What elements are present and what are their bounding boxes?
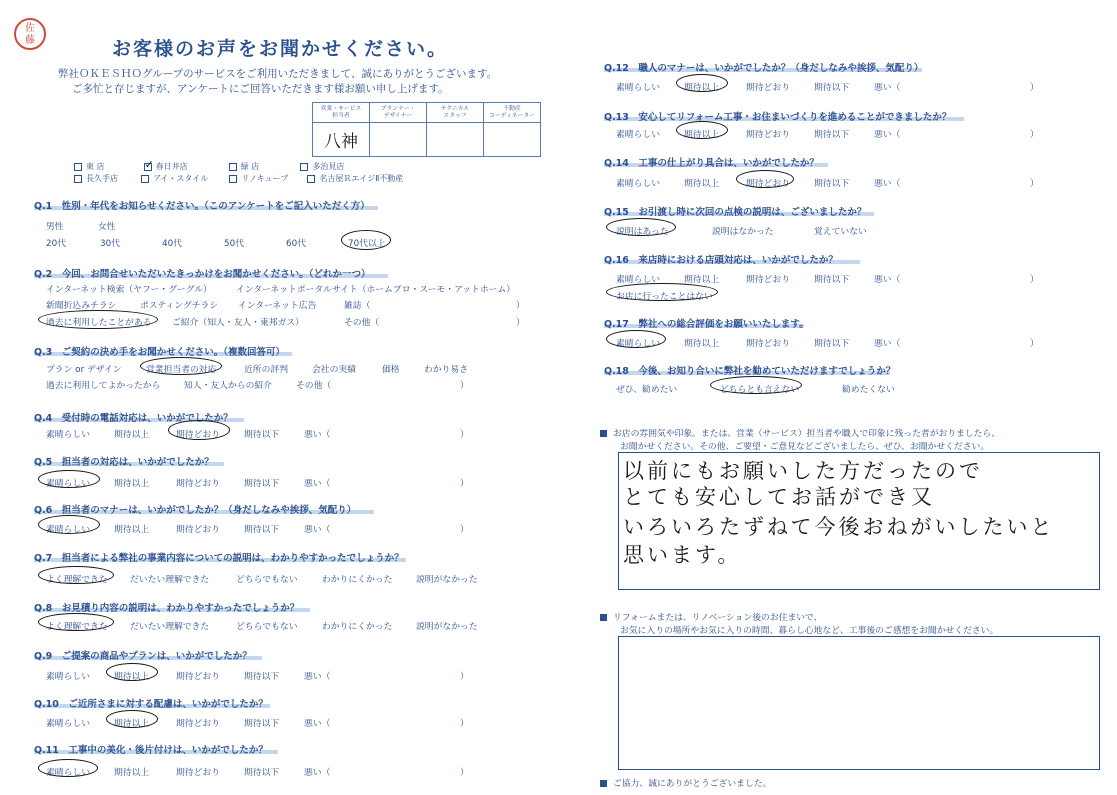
option-close: ）	[1030, 179, 1039, 189]
option[interactable]: プラン or デザイン	[46, 365, 122, 375]
question-9: Q.9 ご提案の商品やプランは、いかがでしたか？	[34, 651, 252, 662]
option[interactable]: わかりにくかった	[322, 575, 393, 585]
option[interactable]: 悪い（	[304, 719, 331, 729]
option[interactable]: ぜひ、勧めたい	[616, 385, 678, 395]
option-selected[interactable]: 素晴らしい	[616, 339, 660, 349]
staff-value-sales[interactable]: 八神	[313, 123, 370, 157]
option[interactable]: 素晴らしい	[46, 430, 90, 440]
bullet-square-icon	[600, 430, 607, 437]
question-8: Q.8 お見積り内容の説明は、わかりやすかったでしょうか？	[34, 603, 300, 614]
option[interactable]: 60代	[286, 239, 306, 249]
comment-box-1[interactable]	[618, 452, 1100, 590]
question-1: Q.1 性別・年代をお知らせください。（このアンケートをご記入いただく方）	[34, 201, 370, 212]
store-label: リノキューブ	[241, 174, 289, 183]
option-selected[interactable]: 営業担当者の対応	[146, 365, 217, 375]
option[interactable]: 期待以下	[244, 430, 280, 440]
option[interactable]: 期待以上	[114, 430, 150, 440]
option[interactable]: 過去に利用してよかったから	[46, 381, 161, 391]
option[interactable]: 期待どおり	[746, 339, 790, 349]
option[interactable]: だいたい理解できた	[130, 622, 210, 632]
staff-header-technical: テクニカル スタッフ	[427, 103, 484, 123]
option-close: ）	[1030, 339, 1039, 349]
option[interactable]: 期待以下	[244, 479, 280, 489]
option[interactable]: 期待どおり	[176, 672, 220, 682]
store-checkbox-renocube[interactable]	[229, 175, 237, 183]
question-4: Q.4 受付時の電話対応は、いかがでしたか？	[34, 413, 233, 424]
option-selected[interactable]: 説明はあった	[616, 227, 669, 237]
option-selected[interactable]: 期待以上	[114, 719, 150, 729]
option[interactable]: 50代	[224, 239, 244, 249]
option[interactable]: インターネット検索（ヤフー・グーグル）	[46, 285, 212, 295]
option[interactable]: 悪い（	[304, 479, 331, 489]
option[interactable]: 素晴らしい	[616, 179, 660, 189]
option[interactable]: 期待以上	[684, 339, 720, 349]
store-checkbox-tajimi[interactable]	[300, 163, 308, 171]
option[interactable]: 悪い（	[874, 130, 901, 140]
handwritten-line-1: 以前にもお願いした方だったので	[623, 459, 983, 483]
option-close: ）	[1030, 130, 1039, 140]
option-close: ）	[1030, 275, 1039, 285]
option[interactable]: 素晴らしい	[46, 719, 90, 729]
option-selected[interactable]: 素晴らしい	[46, 768, 90, 778]
question-17: Q.17 弊社への総合評価をお願いいたします。	[604, 319, 809, 330]
option-close: ）	[460, 525, 469, 535]
selection-circle	[606, 283, 718, 301]
selection-circle	[38, 759, 98, 777]
option[interactable]: 知人・友人からの紹介	[184, 381, 272, 391]
question-14: Q.14 工事の仕上がり具合は、いかがでしたか？	[604, 158, 819, 169]
comment-label-1b: お聞かせください。その他、ご要望・ご意見などございましたら、ぜひ、お聞かせください。	[620, 442, 990, 452]
option[interactable]: 期待以下	[244, 768, 280, 778]
option[interactable]: 新聞折込みチラシ	[46, 301, 117, 311]
selection-circle	[106, 663, 158, 681]
option-close: ）	[460, 719, 469, 729]
option-close: ）	[460, 479, 469, 489]
intro-line-2: ご多忙と存じますが、アンケートにご回答いただきます様お願い申し上げます。	[72, 83, 449, 95]
option[interactable]: 説明がなかった	[416, 575, 478, 585]
option-selected[interactable]: 期待以上	[684, 83, 720, 93]
option-close: ）	[460, 430, 469, 440]
option[interactable]: 期待以上	[114, 525, 150, 535]
option[interactable]: 期待どおり	[176, 768, 220, 778]
intro-line-1: 弊社ＯＫＥＳＨＯグループのサービスをご利用いただきまして、誠にありがとうございます。	[58, 68, 498, 80]
store-row-2	[74, 173, 403, 184]
option-selected[interactable]: 期待以上	[684, 130, 720, 140]
question-10: Q.10 ご近所さまに対する配慮は、いかがでしたか？	[34, 699, 268, 710]
thanks-line: ご協力、誠にありがとうございました。	[600, 776, 771, 789]
selection-circle	[38, 613, 114, 631]
staff-value-technical[interactable]	[427, 123, 484, 157]
option[interactable]: 素晴らしい	[46, 672, 90, 682]
question-3: Q.3 ご契約の決め手をお聞かせください。（複数回答可）	[34, 347, 286, 358]
option-close: ）	[516, 318, 525, 328]
selection-circle	[606, 330, 666, 348]
option[interactable]: わかり易さ	[424, 365, 468, 375]
option-close: ）	[460, 768, 469, 778]
option[interactable]: 勧めたくない	[842, 385, 895, 395]
staff-header-planner: プランナー・ デザイナー	[370, 103, 427, 123]
option[interactable]: 期待以上	[684, 179, 720, 189]
question-11: Q.11 工事中の美化・後片付けは、いかがでしたか？	[34, 745, 268, 756]
store-label: 名古屋ＲエイジⅡ不動産	[319, 174, 404, 183]
bullet-square-icon	[600, 614, 607, 621]
option[interactable]: 男性	[46, 222, 64, 232]
staff-value-realestate[interactable]	[484, 123, 541, 157]
option[interactable]: 期待以上	[114, 479, 150, 489]
question-7: Q.7 担当者による弊社の事業内容についての説明は、わかりやすかったでしょうか？	[34, 553, 404, 564]
selection-circle	[38, 515, 100, 534]
option-close: ）	[516, 301, 525, 311]
handwritten-line-2: とても安心してお話ができ又	[623, 485, 935, 509]
selection-circle	[140, 357, 222, 375]
option[interactable]: 悪い（	[304, 525, 331, 535]
option[interactable]: 覚えていない	[814, 227, 867, 237]
option[interactable]: 期待どおり	[746, 83, 790, 93]
store-label: アイ・スタイル	[153, 174, 209, 183]
option-selected[interactable]: お店に行ったことはない	[616, 292, 713, 302]
store-checkbox-kasugai[interactable]: ✓	[144, 157, 154, 171]
store-label: 長久手店	[86, 174, 118, 183]
store-row-1	[74, 157, 345, 172]
option[interactable]: 期待以下	[814, 83, 850, 93]
question-6: Q.6 担当者のマナーは、いかがでしたか？（身だしなみや挨拶、気配り）	[34, 505, 357, 516]
store-checkbox-higashi[interactable]	[74, 163, 82, 171]
store-label: 春日井店	[155, 162, 188, 171]
staff-value-planner[interactable]	[370, 123, 427, 157]
option[interactable]: どちらでもない	[236, 622, 298, 632]
option[interactable]: 悪い（	[874, 83, 901, 93]
seal-stamp: 佐 藤	[14, 18, 46, 50]
option[interactable]: だいたい理解できた	[130, 575, 210, 585]
option[interactable]: 素晴らしい	[616, 130, 660, 140]
option[interactable]: 女性	[98, 222, 116, 232]
option-close: ）	[1030, 83, 1039, 93]
option[interactable]: その他（	[296, 381, 332, 391]
option-selected[interactable]: 期待どおり	[176, 430, 220, 440]
option[interactable]: 雑誌（	[344, 301, 371, 311]
option[interactable]: 期待どおり	[176, 479, 220, 489]
option-selected[interactable]: 素晴らしい	[46, 479, 90, 489]
option-selected[interactable]: 素晴らしい	[46, 525, 90, 535]
store-checkbox-istyle[interactable]	[141, 175, 149, 183]
option[interactable]: どちらでもない	[236, 575, 298, 585]
comment-label-1: お店の雰囲気や印象。または、営業（サービス）担当者や職人で印象に残った者がおりましたら、	[600, 426, 1000, 439]
option[interactable]: 悪い（	[874, 275, 901, 285]
selection-circle	[710, 376, 802, 394]
option[interactable]: 期待以下	[814, 339, 850, 349]
comment-label-2: リフォームまたは、リノベーション後のお住まいで、	[600, 610, 822, 623]
selection-circle	[606, 218, 676, 236]
option[interactable]: 素晴らしい	[616, 275, 660, 285]
selection-circle	[676, 121, 728, 139]
page-title: お客様のお声をお聞かせください。	[112, 38, 449, 60]
option[interactable]: インターネット広告	[238, 301, 317, 311]
option[interactable]: 期待以下	[244, 672, 280, 682]
option[interactable]: わかりにくかった	[322, 622, 393, 632]
comment-box-2[interactable]	[618, 636, 1100, 770]
store-checkbox-midori[interactable]	[229, 163, 237, 171]
option-selected[interactable]: 期待以上	[114, 672, 150, 682]
option[interactable]: 悪い（	[874, 339, 901, 349]
option[interactable]: 40代	[162, 239, 182, 249]
selection-circle	[38, 470, 100, 488]
option-selected[interactable]: よく理解できた	[46, 575, 108, 585]
option[interactable]: 期待どおり	[746, 275, 790, 285]
option[interactable]: 近所の評判	[244, 365, 288, 375]
selection-circle	[106, 710, 158, 728]
handwritten-line-4: 思います。	[623, 543, 742, 567]
option[interactable]: 期待以下	[244, 719, 280, 729]
store-label: 東 店	[86, 162, 105, 171]
option[interactable]: 期待以下	[244, 525, 280, 535]
option[interactable]: 期待どおり	[176, 719, 220, 729]
question-15: Q.15 お引渡し時に次回の点検の説明は、ございましたか？	[604, 207, 867, 218]
staff-header-sales: 営業・サービス 担当者	[313, 103, 370, 123]
selection-circle	[341, 230, 391, 250]
option[interactable]: 悪い（	[304, 672, 331, 682]
selection-circle	[676, 74, 728, 92]
question-18: Q.18 今後、お知り合いに弊社を勧めていただけますでしょうか？	[604, 366, 896, 377]
question-12: Q.12 職人のマナーは、いかがでしたか？（身だしなみや挨拶、気配り）	[604, 63, 924, 74]
option[interactable]: 説明はなかった	[712, 227, 774, 237]
handwritten-line-3: いろいろたずねて今後おねがいしたいと	[623, 515, 1055, 539]
option[interactable]: インターネットポータルサイト（ホームプロ・スーモ・アットホーム）	[236, 285, 516, 295]
option-close: ）	[460, 672, 469, 682]
store-checkbox-nagoya[interactable]	[307, 175, 315, 183]
selection-circle	[38, 310, 158, 329]
staff-header-realestate: 不動産 コーディネーター	[484, 103, 541, 123]
selection-circle	[38, 566, 114, 584]
option-close: ）	[460, 381, 469, 391]
option-selected[interactable]: 過去に利用したことがある	[46, 318, 152, 328]
store-label: 緑 店	[240, 162, 260, 171]
option[interactable]: 悪い（	[304, 430, 331, 440]
question-2: Q.2 今回、お問合せいただいたきっかけをお聞かせください。（どれか一つ）	[34, 269, 371, 280]
option[interactable]: 期待以上	[114, 768, 150, 778]
option[interactable]: 説明がなかった	[416, 622, 478, 632]
option[interactable]: 30代	[100, 239, 120, 249]
option[interactable]: 期待どおり	[746, 130, 790, 140]
store-label: 多治見店	[312, 162, 345, 171]
option-selected[interactable]: 期待どおり	[746, 179, 790, 189]
option[interactable]: ポスティングチラシ	[140, 301, 219, 311]
option[interactable]: 期待以上	[684, 275, 720, 285]
option[interactable]: 会社の実績	[312, 365, 356, 375]
option[interactable]: ご紹介（知人・友人・東邦ガス）	[172, 318, 304, 328]
option[interactable]: 悪い（	[304, 768, 331, 778]
option[interactable]: その他（	[344, 318, 380, 328]
selection-circle	[168, 420, 230, 440]
option[interactable]: 素晴らしい	[616, 83, 660, 93]
option[interactable]: 価格	[382, 365, 400, 375]
staff-table	[312, 102, 541, 157]
question-5: Q.5 担当者の対応は、いかがでしたか？	[34, 457, 214, 468]
option-selected[interactable]: どちらとも言えない	[720, 385, 800, 395]
option[interactable]: 期待以下	[814, 130, 850, 140]
option[interactable]: 悪い（	[874, 179, 901, 189]
store-checkbox-nagakute[interactable]	[74, 175, 82, 183]
option-selected[interactable]: 70代以上	[348, 239, 386, 249]
option-selected[interactable]: よく理解できた	[46, 622, 108, 632]
option[interactable]: 期待どおり	[176, 525, 220, 535]
comment-label-2b: お気に入りの場所やお気に入りの時間、暮らし心地など、工事後のご感想をお聞かせください。	[620, 626, 999, 636]
option[interactable]: 期待以下	[814, 275, 850, 285]
question-16: Q.16 来店時における店頭対応は、いかがでしたか？	[604, 255, 838, 266]
option[interactable]: 20代	[46, 239, 66, 249]
option[interactable]: 期待以下	[814, 179, 850, 189]
bullet-square-icon	[600, 780, 607, 787]
question-13: Q.13 安心してリフォーム工事・お住まいづくりを進めることができましたか？	[604, 112, 952, 123]
selection-circle	[736, 170, 794, 188]
